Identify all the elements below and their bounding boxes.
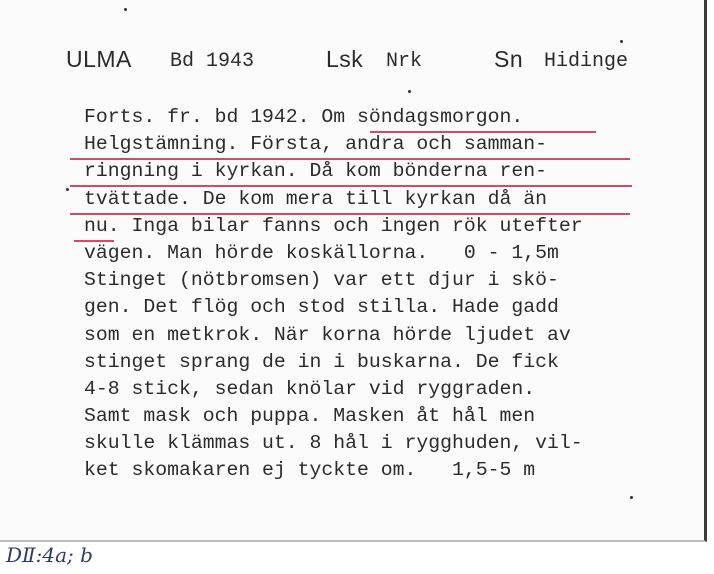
text-line: som en metkrok. När korna hörde ljudet av [84, 323, 571, 346]
parish-value: Hidinge [544, 50, 629, 73]
text-line: 4-8 stick, sedan knölar vid ryggraden. [84, 377, 536, 400]
paper-speck [620, 40, 623, 43]
text-line: nu. Inga bilar fanns och ingen rök utefter [84, 213, 684, 240]
paper-speck [124, 8, 127, 11]
text-line: Stinget (nötbromsen) var ett djur i skö- [84, 269, 559, 292]
volume-label: Bd 1943 [170, 50, 255, 73]
text-line: gen. Det flög och stod stilla. Hade gadd [84, 296, 559, 319]
paper-speck [630, 496, 633, 499]
catalog-mark: DⅡ:4a; b [6, 543, 93, 567]
text-line: Samt mask och puppa. Masken åt hål men [84, 405, 536, 428]
text-line: Helgstämning. Första, andra och samman- [84, 131, 684, 158]
county-label: Lsk [326, 46, 364, 72]
text-line: tvättade. De kom mera till kyrkan då än [84, 186, 684, 213]
text-line: ket skomakaren ej tyckte om. 1,5-5 m [84, 459, 536, 482]
card-header [0, 46, 704, 86]
text-line: vägen. Man hörde koskällorna. 0 - 1,5m [84, 241, 559, 264]
card-body [84, 104, 684, 485]
place-name: ULMA [66, 46, 132, 72]
text-line: ringning i kyrkan. Då kom bönderna ren- [84, 158, 684, 185]
text-line: Forts. fr. bd 1942. Om söndagsmorgon. [84, 104, 684, 131]
paper-speck [66, 188, 69, 191]
text-line: skulle klämmas ut. 8 hål i rygghuden, vil- [84, 432, 583, 455]
county-value: Nrk [386, 50, 423, 73]
text-line: stinget sprang de in i buskarna. De fick [84, 350, 559, 373]
parish-label: Sn [494, 46, 524, 72]
paper-speck [408, 90, 411, 93]
